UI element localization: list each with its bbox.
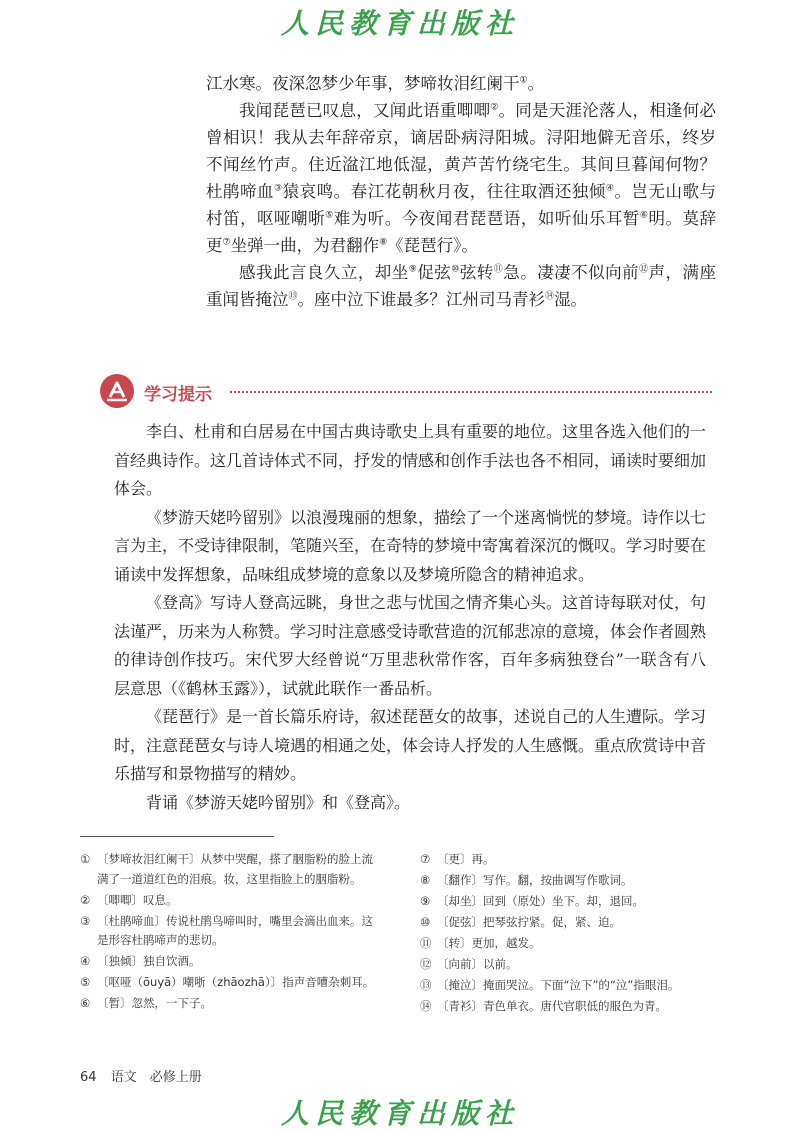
study-tips-icon	[100, 374, 134, 408]
footnote-number: ⑨	[420, 894, 431, 908]
footnote-marker: ⑪	[493, 264, 504, 275]
footnote-marker: ①	[519, 75, 528, 86]
dotted-divider	[230, 391, 712, 393]
poem-text-run: 湿。	[554, 290, 588, 309]
footnote-item	[420, 871, 720, 891]
footnote-marker: ②	[490, 102, 499, 113]
footnote-text: 〔呕哑（ōuyā）嘲哳（zhāozhā）〕指声音嘈杂刺耳。	[97, 975, 375, 989]
footnote-number: ⑦	[420, 852, 431, 866]
footnote-marker: ⑧	[379, 237, 388, 248]
footnote-item	[80, 891, 380, 911]
footnote-item	[80, 952, 380, 972]
footnote-number: ④	[80, 954, 91, 968]
footnote-item	[420, 892, 720, 912]
study-tips-title: 学习提示	[144, 385, 212, 405]
footnote-number: ②	[80, 892, 91, 907]
poem-text-run: 我闻琵琶已叹息，又闻此语重唧唧	[239, 101, 491, 120]
footnote-rule	[80, 836, 274, 837]
footnote-marker: ④	[605, 183, 615, 194]
footnote-marker: ⑤	[325, 210, 334, 221]
footnote-number: ⑩	[420, 915, 431, 929]
footnote-text: 〔青衫〕青色单衣。唐代官职低的服色为青。	[437, 999, 667, 1013]
poem-text-run: 江水寒。夜深忽梦少年事，梦啼妆泪红阑干	[206, 74, 520, 93]
footnote-item	[420, 955, 720, 975]
study-tips-header	[100, 374, 712, 408]
poem-text-run: 。同是天涯沦落人，相逢何必曾相识！我从去年辞帝京，谪居卧病浔阳城。浔阳地僻无音乐，终岁不闻丝竹声。住近湓江地低湿，黄芦苦竹绕宅生。其间旦暮闻何物？杜鹃啼血	[206, 101, 717, 201]
footnote-text: 〔杜鹃啼血〕传说杜鹃鸟啼叫时，嘴里会滴出血来。这是形容杜鹃啼声的悲切。	[97, 913, 373, 947]
footnote-item	[80, 850, 380, 889]
tips-paragraph: 《琵琶行》是一首长篇乐府诗，叙述琵琶女的故事，述说自己的人生遭际。学习时，注意琵琶女与诗人境遇的相通之处，体会诗人抒发的人生感慨。重点欣赏诗中音乐描写和景物描写的精妙。	[114, 707, 707, 783]
footnote-text: 〔促弦〕把琴弦拧紧。促，紧、迫。	[437, 915, 621, 929]
poem-text-run: 。	[527, 74, 545, 93]
poem-text-run: 感我此言良久立，却坐	[239, 263, 409, 282]
poem-text-run: 猿哀鸣。春江花朝秋月夜，往往取酒还独倾	[282, 182, 606, 201]
poem-text-run: 弦转	[459, 263, 494, 282]
footnote-text: 〔暂〕忽然，一下子。	[97, 996, 212, 1010]
footnote-number: ⑫	[420, 957, 432, 971]
page-footer	[80, 1066, 202, 1085]
footnote-marker: ⑦	[222, 237, 231, 248]
footnote-text: 〔更〕再。	[437, 852, 495, 866]
tips-paragraph: 背诵《梦游天姥吟留别》和《登高》。	[146, 792, 411, 812]
poem-text-run: 难为听。今夜闻君琵琶语，如听仙乐耳暂	[333, 209, 640, 228]
footnote-number: ①	[80, 852, 91, 866]
footnote-text: 〔独倾〕独自饮酒。	[97, 954, 201, 968]
footnote-item	[420, 997, 720, 1017]
footnote-text: 〔唧唧〕叹息。	[97, 892, 178, 907]
publisher-logo-bottom: 人民教育出版社	[280, 1097, 519, 1130]
footnote-number: ⑪	[420, 936, 432, 950]
footnote-number: ⑤	[80, 975, 91, 989]
footnote-item	[80, 912, 380, 951]
footnotes-left-column	[80, 850, 380, 1015]
footnote-item	[420, 934, 720, 954]
book-title: 语文 必修上册	[110, 1070, 202, 1085]
poem-text-run: 《琵琶行》。	[387, 236, 478, 255]
poem-paragraph	[206, 97, 716, 259]
footnote-number: ③	[80, 913, 91, 928]
footnote-marker: ⑫	[639, 264, 649, 275]
footnote-marker: ⑨	[408, 264, 418, 275]
tips-paragraph: 《登高》写诗人登高远眺，身世之悲与忧国之情齐集心头。这首诗每联对仗，句法谨严，历来为人称赞。学习时注意感受诗歌营造的沉郁悲凉的意境，体会作者圆熟的律诗创作技巧。宋代罗大经曾说“万里悲秋常作客，百年多病独登台”一联含有八层意思（《鹤林玉露》），试就此联作一番品析。	[114, 593, 707, 698]
footnote-item	[80, 994, 380, 1014]
footnote-number: ⑭	[420, 999, 432, 1013]
study-tips-body	[114, 418, 706, 817]
poem-paragraph	[206, 259, 716, 313]
footnote-text: 〔翻作〕写作。翻，按曲调写作歌词。	[437, 873, 633, 887]
poem-text-run: 坐弹一曲，为君翻作	[230, 236, 380, 255]
page-number: 64	[80, 1070, 97, 1085]
footnote-marker: ⑥	[639, 210, 649, 221]
publisher-logo-top: 人民教育出版社	[280, 7, 519, 40]
footnote-text: 〔梦啼妆泪红阑干〕从梦中哭醒，搽了胭脂粉的脸上流满了一道道红色的泪痕。妆，这里指脸上的胭脂粉。	[97, 852, 373, 886]
footnote-item	[80, 973, 380, 993]
footnote-item	[420, 976, 720, 996]
poem-text-run: 。座中泣下谁最多？江州司马青衫	[297, 290, 546, 309]
poem-text-run: 急。凄凄不似向前	[503, 263, 640, 282]
footnote-item	[420, 850, 720, 870]
footnote-marker: ⑬	[288, 291, 298, 302]
poem-text-run: 。岂无山歌与村笛，呕哑嘲哳	[206, 182, 717, 228]
footnote-text: 〔却坐〕回到（原处）坐下。却，退回。	[437, 894, 644, 908]
poem-text-run: 声，满座重闻皆掩泣	[206, 263, 716, 309]
footnotes-right-column	[420, 850, 720, 1018]
footnote-number: ⑥	[80, 996, 91, 1010]
poem-text-run: 明。莫辞更	[206, 209, 717, 255]
tips-paragraph: 《梦游天姥吟留别》以浪漫瑰丽的想象，描绘了一个迷离惝恍的梦境。诗作以七言为主，不受诗律限制，笔随兴至，在奇特的梦境中寄寓着深沉的慨叹。学习时要在诵读中发挥想象，品味组成梦境的意象以及梦境所隐含的精神追求。	[114, 507, 707, 584]
footnote-marker: ⑩	[451, 264, 460, 275]
poem-paragraph	[206, 70, 716, 97]
footnote-item	[420, 913, 720, 933]
footnote-number: ⑧	[420, 873, 431, 887]
poem-text-run: 促弦	[417, 263, 452, 282]
footnote-number: ⑬	[420, 978, 432, 992]
footnote-text: 〔向前〕以前。	[437, 957, 518, 971]
tips-paragraph: 李白、杜甫和白居易在中国古典诗歌史上具有重要的地位。这里各选入他们的一首经典诗作。这几首诗体式不同，抒发的情感和创作手法也各不相同，诵读时要细加体会。	[114, 422, 707, 498]
poem-text	[206, 70, 716, 313]
footnote-marker: ⑭	[545, 291, 555, 302]
footnote-text: 〔转〕更加，越发。	[437, 936, 541, 950]
footnote-marker: ③	[274, 183, 283, 194]
footnote-text: 〔掩泣〕掩面哭泣。下面“泣下”的“泣”指眼泪。	[437, 978, 680, 992]
